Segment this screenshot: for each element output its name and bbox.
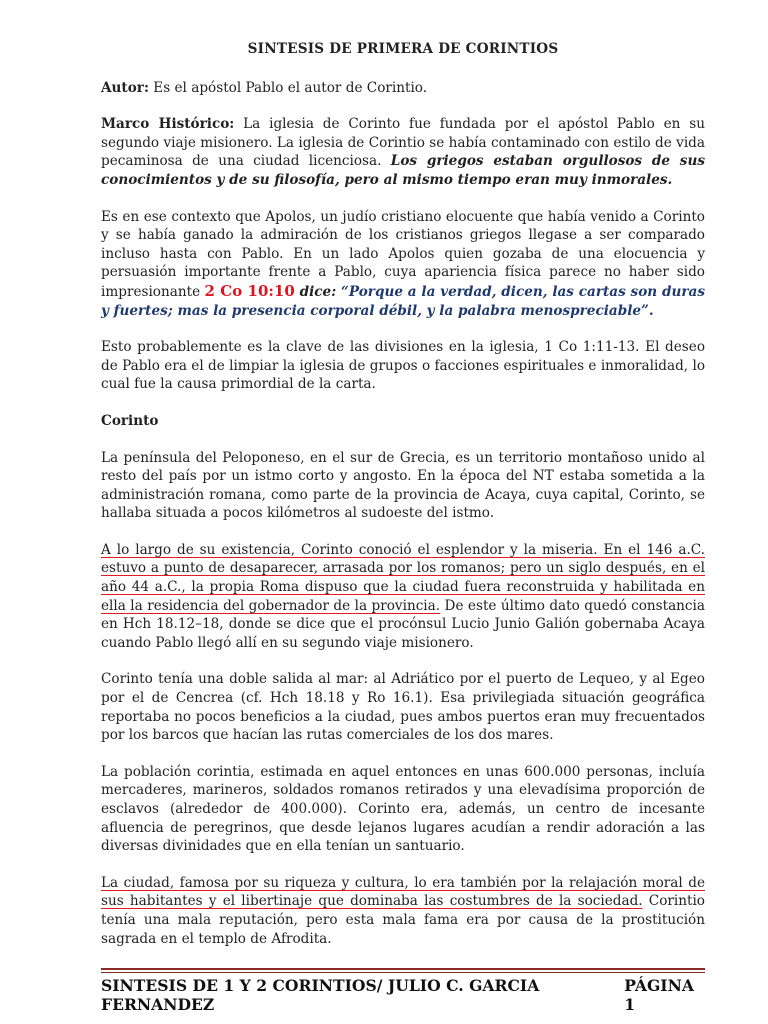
footer-title: SINTESIS DE 1 Y 2 CORINTIOS/ JULIO C. GARCIA FERNANDEZ	[101, 976, 540, 1014]
reputation-paragraph	[101, 874, 705, 948]
population-paragraph: La población corintia, estimada en aquel entonces en unas 600.000 personas, incluía mercaderes, marineros, soldados romanos retirados y una elevadísima proporción de esclavos (alrededor de 400.000). Corinto era, además, un centro de incesante afluencia de peregrinos, que desde lejanos lugares acudían a rendir adoración a las diversas divinidades que en ella tenían un santuario.	[101, 763, 705, 855]
footer-rule-thick	[101, 968, 705, 970]
ports-paragraph: Corinto tenía una doble salida al mar: al Adriático por el puerto de Lequeo, y al Egeo por el de Cencrea (cf. Hch 18.18 y Ro 16.1). Esa privilegiada situación geográfica reportaba no pocos beneficios a la ciudad, pues ambos puertos eran muy frecuentados por los barcos que hacían las rutas comerciales de los dos mares.	[101, 671, 705, 744]
divisions-paragraph: Esto probablemente es la clave de las divisiones en la iglesia, 1 Co 1:11-13. El deseo de Pablo era el de limpiar la iglesia de grupos o facciones espirituales e inmoralidad, lo cual fue la causa primordial de la carta.	[101, 339, 705, 393]
section-heading-corinto: Corinto	[101, 412, 159, 429]
author-text: Es el apóstol Pablo el autor de Corintio.	[148, 79, 428, 96]
apolos-text: Es en ese contexto que Apolos, un judío cristiano elocuente que había venido a Corinto y se había ganado la admiración de los cristianos griegos llegase a ser comparado incluso hasta con Pablo. En un lado Apolos quien gozaba de una elocuencia y persuasión importante frente a Pablo, cuya apariencia física parece no haber sido impresionante	[101, 208, 705, 300]
apolos-paragraph	[101, 208, 705, 321]
history-text: De este último dato quedó constancia en Hch 18.12–18, donde se dice que el procónsul Lucio Junio Galión gobernaba Acaya cuando Pablo llegó allí en su segundo viaje misionero.	[101, 597, 705, 651]
scripture-reference: 2 Co 10:10	[204, 281, 295, 300]
underlined-reputation-text: La ciudad, famosa por su riqueza y cultura, lo era también por la relajación moral de sus habitantes y el libertinaje que dominaba las costumbres de la sociedad.	[101, 874, 705, 910]
scripture-quote: “Porque a la verdad, dicen, las cartas son duras y fuertes; mas la presencia corporal débil, y la palabra menospreciable”.	[101, 283, 705, 319]
underlined-history-text: A lo largo de su existencia, Corinto conoció el esplendor y la miseria. En el 146 a.C. estuvo a punto de desaparecer, arrasada por los romanos; pero un siglo después, en el año 44 a.C., la propia Roma dispuso que la ciudad fuera reconstruida y habilitada en ella la residencia del gobernador de la provincia.	[101, 541, 705, 614]
historical-text: La iglesia de Corinto fue fundada por el apóstol Pablo en su segundo viaje misionero. La iglesia de Corintio se había contaminado con estilo de vida pecaminosa de una ciudad licenciosa.	[101, 116, 706, 170]
page-number: PÁGINA 1	[624, 976, 694, 1014]
footer-rule-thin	[101, 972, 705, 973]
peloponeso-paragraph: La península del Peloponeso, en el sur de Grecia, es un territorio montañoso unido al resto del país por un istmo corto y angosto. En la época del NT estaba sometida a la administración romana, como parte de la provincia de Acaya, cuya capital, Corinto, se hallaba situada a pocos kilómetros al sudoeste del istmo.	[101, 449, 705, 522]
historical-label: Marco Histórico:	[101, 116, 235, 133]
dice-word: dice:	[294, 283, 337, 300]
author-label: Autor:	[101, 79, 149, 96]
reputation-text: Corintio tenía una mala reputación, pero esta mala fama era por causa de la prostitución sagrada en el templo de Afrodita.	[101, 893, 705, 947]
history-paragraph	[101, 541, 705, 653]
document-body	[101, 40, 705, 966]
document-title: SINTESIS DE PRIMERA DE CORINTIOS	[247, 41, 559, 57]
author-paragraph	[101, 79, 705, 98]
page-footer	[101, 976, 705, 1014]
historical-paragraph	[101, 115, 705, 189]
historical-emphasis: Los griegos estaban orgullosos de sus conocimientos y de su filosofía, pero al mismo tiempo eran muy inmorales.	[101, 153, 705, 188]
